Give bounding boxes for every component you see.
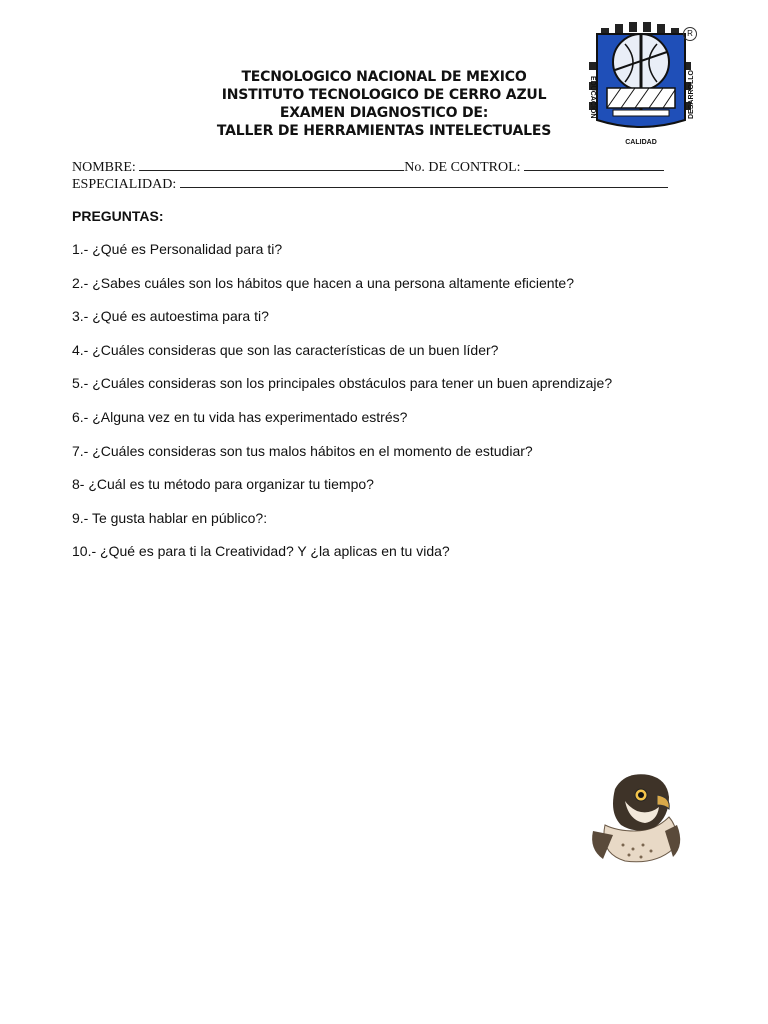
logo-left-text: EDUCACION: [589, 76, 596, 119]
question-item: 10.- ¿Qué es para ti la Creatividad? Y ¿la aplicas en tu vida?: [72, 543, 450, 560]
control-label: No. DE CONTROL:: [404, 160, 521, 175]
institution-logo-icon: [585, 22, 700, 150]
especialidad-line: [72, 175, 668, 193]
logo-right-text: DESARROLLO: [688, 70, 695, 119]
especialidad-field[interactable]: [180, 175, 668, 188]
logo-bottom-text: CALIDAD: [625, 139, 657, 146]
question-item: 1.- ¿Qué es Personalidad para ti?: [72, 241, 283, 257]
nombre-control-line: [72, 158, 664, 176]
header-line-2: INSTITUTO TECNOLOGICO DE CERRO AZUL: [221, 87, 547, 103]
question-item: 7.- ¿Cuáles consideras son tus malos hábitos en el momento de estudiar?: [72, 442, 533, 459]
questions-list: [72, 240, 612, 576]
question-item: 4.- ¿Cuáles consideras que son las características de un buen líder?: [72, 341, 499, 358]
document-header: [150, 68, 618, 140]
question-item: 8- ¿Cuál es tu método para organizar tu tiempo?: [72, 476, 374, 493]
question-item: 5.- ¿Cuáles consideras son los principales obstáculos para tener un buen aprendizaje?: [72, 375, 613, 392]
registered-mark-icon: R: [683, 27, 697, 41]
control-field[interactable]: [524, 158, 664, 171]
header-line-3: EXAMEN DIAGNOSTICO DE:: [279, 105, 489, 121]
nombre-label: NOMBRE:: [72, 160, 136, 175]
question-item: 9.- Te gusta hablar en público?:: [72, 509, 268, 526]
section-title: PREGUNTAS:: [72, 208, 164, 224]
falcon-icon: [585, 765, 685, 865]
header-line-4: TALLER DE HERRAMIENTAS INTELECTUALES: [216, 123, 552, 139]
nombre-field[interactable]: [139, 158, 404, 171]
especialidad-label: ESPECIALIDAD:: [72, 177, 177, 192]
question-item: 3.- ¿Qué es autoestima para ti?: [72, 308, 269, 325]
header-line-1: TECNOLOGICO NACIONAL DE MEXICO: [241, 69, 527, 85]
question-item: 6.- ¿Alguna vez en tu vida has experimentado estrés?: [72, 408, 408, 425]
question-item: 2.- ¿Sabes cuáles son los hábitos que hacen a una persona altamente eficiente?: [72, 274, 574, 291]
